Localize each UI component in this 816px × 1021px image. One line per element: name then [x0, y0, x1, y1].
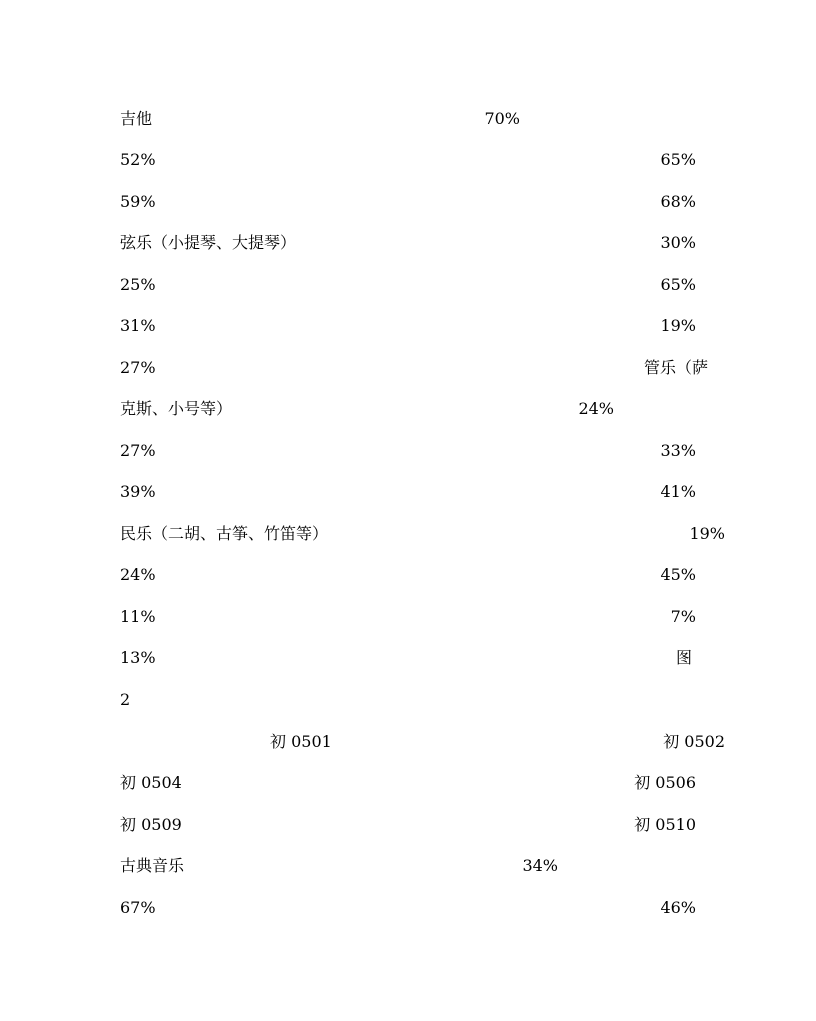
text-line-right: 19% — [660, 316, 696, 335]
text-line-right: 33% — [660, 441, 696, 460]
text-line-left: 民乐（二胡、古筝、竹笛等） — [120, 524, 329, 543]
text-line-right: 19% — [689, 524, 725, 543]
text-line-left: 吉他 — [120, 109, 153, 128]
text-line-left: 古典音乐 — [120, 856, 185, 875]
text-line-left: 24% — [120, 565, 156, 584]
text-line-left: 67% — [120, 898, 156, 917]
text-line-right: 7% — [670, 607, 696, 626]
text-line-right: 初 0506 — [634, 773, 696, 792]
text-line-left: 克斯、小号等） — [120, 399, 233, 418]
text-line-left: 弦乐（小提琴、大提琴） — [120, 233, 297, 252]
text-line-right: 34% — [522, 856, 558, 875]
text-line-right: 65% — [660, 275, 696, 294]
text-line-left: 11% — [120, 607, 156, 626]
text-line-right: 70% — [484, 109, 520, 128]
text-line-left: 52% — [120, 150, 156, 169]
text-line-right: 41% — [660, 482, 696, 501]
text-line-left: 27% — [120, 358, 156, 377]
text-line-right: 30% — [660, 233, 696, 252]
text-line-right: 68% — [660, 192, 696, 211]
text-line-right: 管乐（萨 — [643, 358, 708, 377]
text-line-left: 27% — [120, 441, 156, 460]
text-line-left: 59% — [120, 192, 156, 211]
text-line-right: 初 0510 — [634, 815, 696, 834]
text-line-right: 24% — [578, 399, 614, 418]
text-line-left: 39% — [120, 482, 156, 501]
text-line-left: 31% — [120, 316, 156, 335]
text-line-right: 46% — [660, 898, 696, 917]
text-line-right: 45% — [660, 565, 696, 584]
text-line-left: 初 0504 — [120, 773, 182, 792]
text-line-left: 13% — [120, 648, 156, 667]
text-line-right: 初 0502 — [663, 732, 725, 751]
text-line-left: 初 0501 — [270, 732, 332, 751]
text-line-right: 图 — [675, 648, 692, 667]
text-line-right: 65% — [660, 150, 696, 169]
text-line-left: 初 0509 — [120, 815, 182, 834]
text-line-left: 25% — [120, 275, 156, 294]
text-line-left: 2 — [120, 690, 131, 709]
